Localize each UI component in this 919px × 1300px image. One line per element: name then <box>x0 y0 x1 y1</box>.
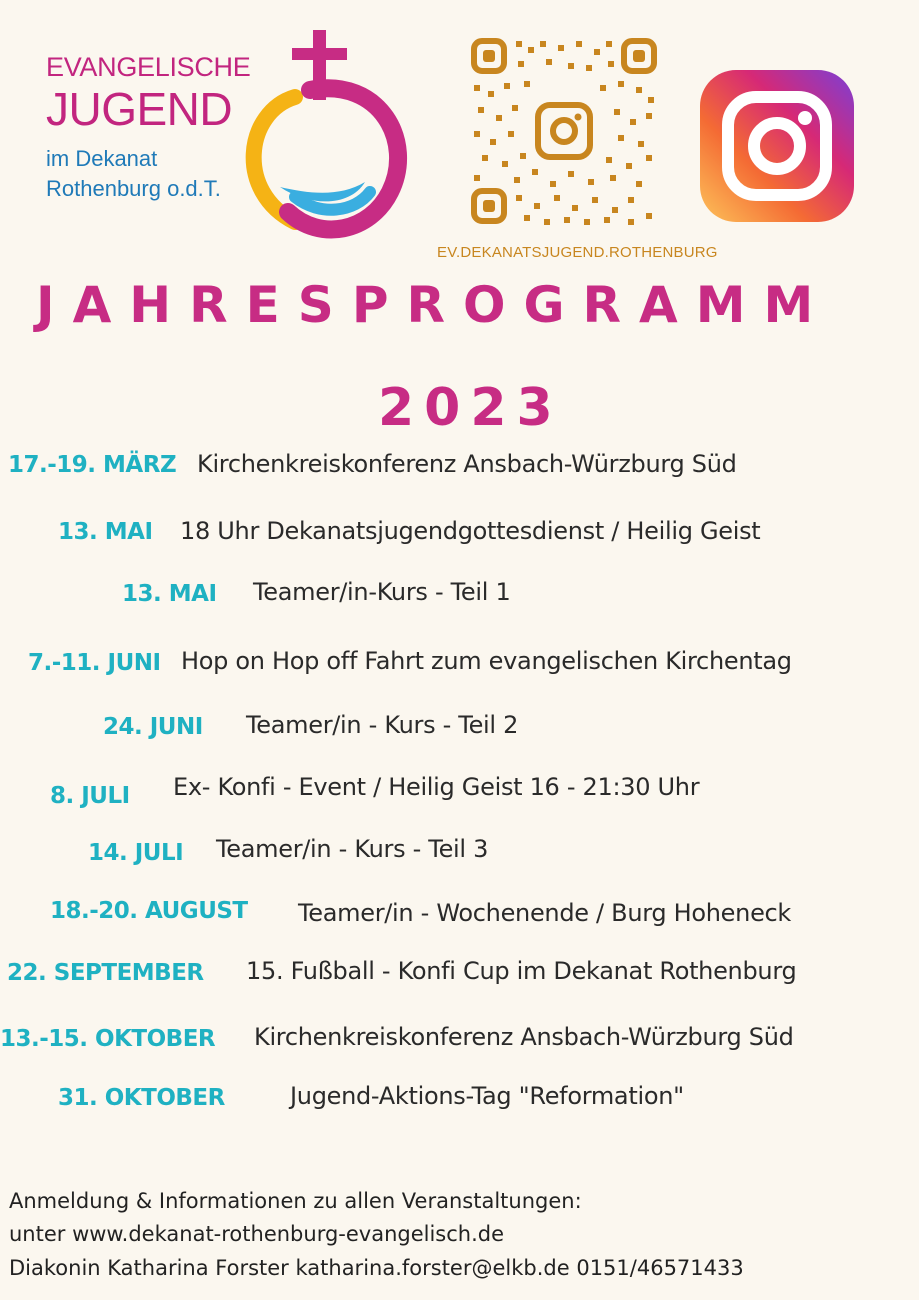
footer-website[interactable]: unter www.dekanat-rothenburg-evangelisch.de <box>9 1222 505 1246</box>
event-date: 13. MAI <box>122 581 217 607</box>
event-text: Kirchenkreiskonferenz Ansbach-Würzburg Süd <box>254 1023 794 1051</box>
event-date: 17.-19. MÄRZ <box>8 452 177 478</box>
event-date: 13.-15. OKTOBER <box>0 1026 216 1052</box>
event-text: Kirchenkreiskonferenz Ansbach-Würzburg Süd <box>197 450 737 478</box>
logo-line-1: EVANGELISCHE <box>46 52 251 82</box>
footer-registration: Anmeldung & Informationen zu allen Veranstaltungen: <box>9 1189 582 1213</box>
qr-code-icon[interactable] <box>468 35 660 227</box>
footer-contact[interactable]: Diakonin Katharina Forster katharina.forster@elkb.de 0151/46571433 <box>9 1256 744 1280</box>
event-text: Hop on Hop off Fahrt zum evangelischen Kirchentag <box>181 647 792 675</box>
logo-line-2: JUGEND <box>46 83 233 135</box>
event-date: 14. JULI <box>88 840 184 866</box>
event-date: 8. JULI <box>50 783 130 809</box>
cross-circle-icon <box>240 22 410 247</box>
event-text: Teamer/in - Kurs - Teil 3 <box>216 835 489 863</box>
event-date: 7.-11. JUNI <box>28 650 161 676</box>
event-text: Teamer/in - Wochenende / Burg Hoheneck <box>298 899 792 927</box>
event-text: Teamer/in-Kurs - Teil 1 <box>253 578 511 606</box>
logo-line-3: im Dekanat <box>46 146 158 171</box>
event-text: Teamer/in - Kurs - Teil 2 <box>246 711 519 739</box>
event-date: 22. SEPTEMBER <box>7 960 204 986</box>
instagram-handle: EV.DEKANATSJUGEND.ROTHENBURG <box>437 244 718 261</box>
event-date: 13. MAI <box>58 519 153 545</box>
event-text: 15. Fußball - Konfi Cup im Dekanat Rothenburg <box>246 957 797 985</box>
event-text: 18 Uhr Dekanatsjugendgottesdienst / Heilig Geist <box>180 517 761 545</box>
instagram-icon[interactable] <box>700 70 854 222</box>
event-date: 24. JUNI <box>103 714 203 740</box>
logo-line-4: Rothenburg o.d.T. <box>46 176 221 201</box>
event-date: 31. OKTOBER <box>58 1085 225 1111</box>
page-title: JAHRESPROGRAMM <box>36 276 832 334</box>
ej-logo <box>0 0 420 250</box>
year-heading: 2023 <box>378 378 563 438</box>
event-date: 18.-20. AUGUST <box>50 898 248 924</box>
event-text: Ex- Konfi - Event / Heilig Geist 16 - 21:30 Uhr <box>173 773 700 801</box>
event-text: Jugend-Aktions-Tag "Reformation" <box>290 1082 684 1110</box>
